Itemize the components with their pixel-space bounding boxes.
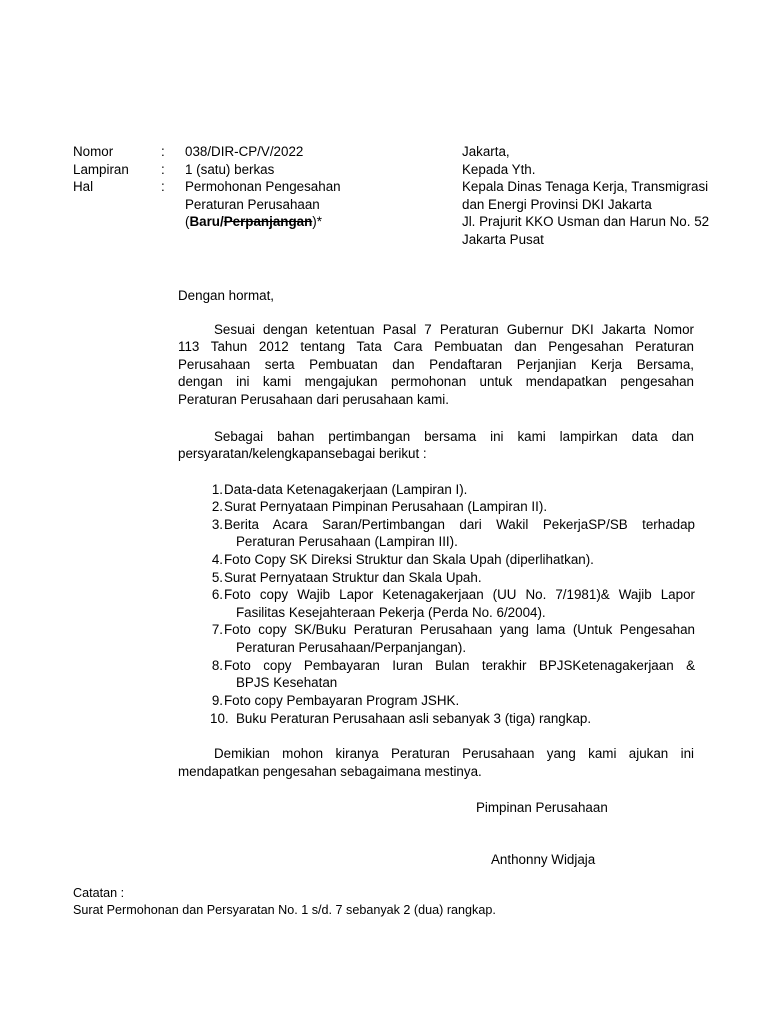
- subject-option-perpanjangan: Perpanjangan: [223, 214, 313, 229]
- subject-line-2: Peraturan Perusahaan: [185, 197, 320, 212]
- list-item-continuation: BPJS Kesehatan: [236, 675, 338, 690]
- list-item-number: 8.: [211, 658, 223, 673]
- list-item-continuation: Fasilitas Kesejahteraan Pekerja (Perda No. 6/2004).: [236, 605, 546, 620]
- signatory-name: Anthonny Widjaja: [491, 852, 596, 867]
- list-item: Foto copy Wajib Lapor Ketenagakerjaan (UU No. 7/1981)& Wajib Lapor: [224, 587, 695, 602]
- list-item-number: 1.: [211, 482, 223, 497]
- subject-line-1: Permohonan Pengesahan: [185, 179, 341, 194]
- subject-option-baru: Baru/: [189, 214, 224, 229]
- recipient-address-1: Jl. Prajurit KKO Usman dan Harun No. 52: [462, 214, 710, 229]
- para1-line: 113 Tahun 2012 tentang Tata Cara Pembuatan dan Pengesahan Peraturan: [178, 339, 694, 354]
- note-text: Surat Permohonan dan Persyaratan No. 1 s/d. 7 sebanyak 2 (dua) rangkap.: [73, 903, 496, 917]
- list-item-number: 6.: [211, 587, 223, 602]
- header-colon: :: [161, 162, 165, 177]
- list-item-number: 10.: [210, 711, 229, 726]
- list-item: Foto copy Pembayaran Iuran Bulan terakhir BPJSKetenagakerjaan &: [224, 658, 695, 673]
- para1-line: dengan ini kami mengajukan permohonan untuk mendapatkan pengesahan: [178, 374, 694, 389]
- list-item-continuation: Peraturan Perusahaan/Perpanjangan).: [236, 640, 467, 655]
- header-colon: :: [161, 144, 165, 159]
- list-item: Foto copy SK/Buku Peraturan Perusahaan yang lama (Untuk Pengesahan: [224, 622, 695, 637]
- list-item-number: 5.: [211, 570, 223, 585]
- closing-line: Demikian mohon kiranya Peraturan Perusahaan yang kami ajukan ini: [214, 746, 694, 761]
- list-item-number: 4.: [211, 552, 223, 567]
- list-item-number: 3.: [211, 517, 223, 532]
- list-item: Berita Acara Saran/Pertimbangan dari Wakil PekerjaSP/SB terhadap: [224, 517, 695, 532]
- para1-line: Perusahaan serta Pembuatan dan Pendaftaran Perjanjian Kerja Bersama,: [178, 357, 694, 372]
- signature-title: Pimpinan Perusahaan: [476, 800, 608, 815]
- recipient-greeting: Kepada Yth.: [462, 162, 536, 177]
- list-item-number: 7.: [211, 622, 223, 637]
- list-item-number: 9.: [211, 693, 223, 708]
- recipient-title-1: Kepala Dinas Tenaga Kerja, Transmigrasi: [462, 179, 709, 194]
- list-item: Surat Pernyataan Struktur dan Skala Upah.: [224, 570, 482, 585]
- note-label: Catatan :: [73, 886, 125, 900]
- salutation: Dengan hormat,: [178, 288, 275, 303]
- recipient-title-2: dan Energi Provinsi DKI Jakarta: [462, 197, 652, 212]
- list-item: Foto Copy SK Direksi Struktur dan Skala Upah (diperlihatkan).: [224, 552, 594, 567]
- list-item: Data-data Ketenagakerjaan (Lampiran I).: [224, 482, 468, 497]
- para1-line: Sesuai dengan ketentuan Pasal 7 Peraturan Gubernur DKI Jakarta Nomor: [214, 322, 694, 337]
- list-item-continuation: Peraturan Perusahaan (Lampiran III).: [236, 534, 458, 549]
- header-label: Nomor: [73, 144, 114, 159]
- para2-line: persyaratan/kelengkapansebagai berikut :: [178, 446, 427, 461]
- closing-line: mendapatkan pengesahan sebagaimana mestinya.: [178, 764, 482, 779]
- list-item: Buku Peraturan Perusahaan asli sebanyak 3 (tiga) rangkap.: [236, 711, 592, 726]
- para1-line: Peraturan Perusahaan dari perusahaan kami.: [178, 392, 449, 407]
- header-label: Hal: [73, 179, 94, 194]
- list-item: Foto copy Pembayaran Program JSHK.: [224, 693, 460, 708]
- attachment-count: 1 (satu) berkas: [185, 162, 275, 177]
- list-item: Surat Pernyataan Pimpinan Perusahaan (Lampiran II).: [224, 499, 548, 514]
- letter-number: 038/DIR-CP/V/2022: [185, 144, 304, 159]
- para2-line: Sebagai bahan pertimbangan bersama ini kami lampirkan data dan: [214, 429, 694, 444]
- list-item-number: 2.: [211, 499, 223, 514]
- letter-city: Jakarta,: [462, 144, 510, 159]
- subject-line-3: [185, 213, 322, 231]
- subject-paren-open: (: [185, 214, 190, 229]
- header-colon: :: [161, 179, 165, 194]
- subject-paren-close: )*: [312, 214, 322, 229]
- recipient-address-2: Jakarta Pusat: [462, 232, 544, 247]
- header-label: Lampiran: [73, 162, 129, 177]
